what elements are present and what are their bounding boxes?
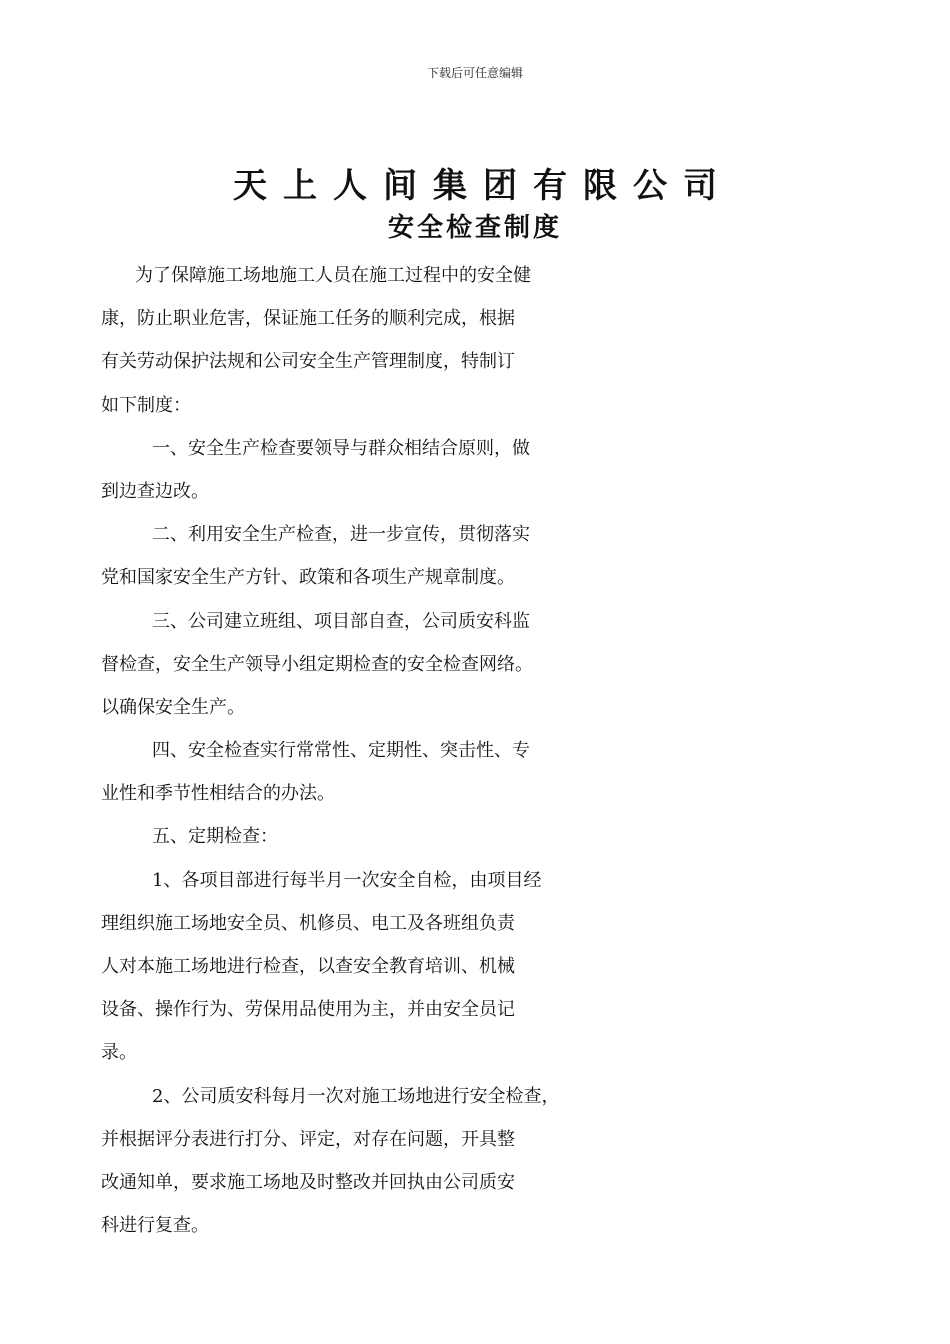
body-line: 设备、操作行为、劳保用品使用为主，并由安全员记 xyxy=(101,999,515,1021)
body-line: 督检查，安全生产领导小组定期检查的安全检查网络。 xyxy=(101,653,533,675)
body-line: 到边查边改。 xyxy=(101,480,209,502)
body-line: 康，防止职业危害，保证施工任务的顺利完成，根据 xyxy=(101,308,515,330)
body-line: 业性和季节性相结合的办法。 xyxy=(101,783,335,805)
body-line: 为了保障施工场地施工人员在施工过程中的安全健 xyxy=(135,265,531,286)
body-line: 一、安全生产检查要领导与群众相结合原则，做 xyxy=(152,437,530,459)
body-line: 录。 xyxy=(101,1042,137,1064)
body-line: 科进行复查。 xyxy=(101,1215,209,1237)
body-line: 三、公司建立班组、项目部自查，公司质安科监 xyxy=(152,610,530,632)
body-line: 1、各项目部进行每半月一次安全自检，由项目经 xyxy=(152,869,542,891)
body-line: 党和国家安全生产方针、政策和各项生产规章制度。 xyxy=(101,567,515,589)
body-line: 改通知单，要求施工场地及时整改并回执由公司质安 xyxy=(101,1171,515,1193)
body-line: 有关劳动保护法规和公司安全生产管理制度，特制订 xyxy=(101,351,515,373)
body-line: 以确保安全生产。 xyxy=(101,696,245,718)
document-subtitle: 安全检查制度 xyxy=(387,213,562,243)
body-line: 二、利用安全生产检查，进一步宣传，贯彻落实 xyxy=(152,524,530,546)
body-line: 2、公司质安科每月一次对施工场地进行安全检查， xyxy=(152,1085,560,1107)
body-text xyxy=(101,254,891,1247)
company-title: 天上人间集团有限公司 xyxy=(233,166,733,206)
body-line: 人对本施工场地进行检查，以查安全教育培训、机械 xyxy=(101,956,515,977)
body-line: 四、安全检查实行常常性、定期性、突击性、专 xyxy=(152,740,530,762)
body-line: 五、定期检查： xyxy=(152,826,278,848)
header-note: 下载后可任意编辑 xyxy=(426,66,523,80)
body-line: 并根据评分表进行打分、评定，对存在问题，开具整 xyxy=(101,1128,515,1150)
body-line: 如下制度： xyxy=(101,394,191,416)
body-line: 理组织施工场地安全员、机修员、电工及各班组负责 xyxy=(101,912,515,934)
